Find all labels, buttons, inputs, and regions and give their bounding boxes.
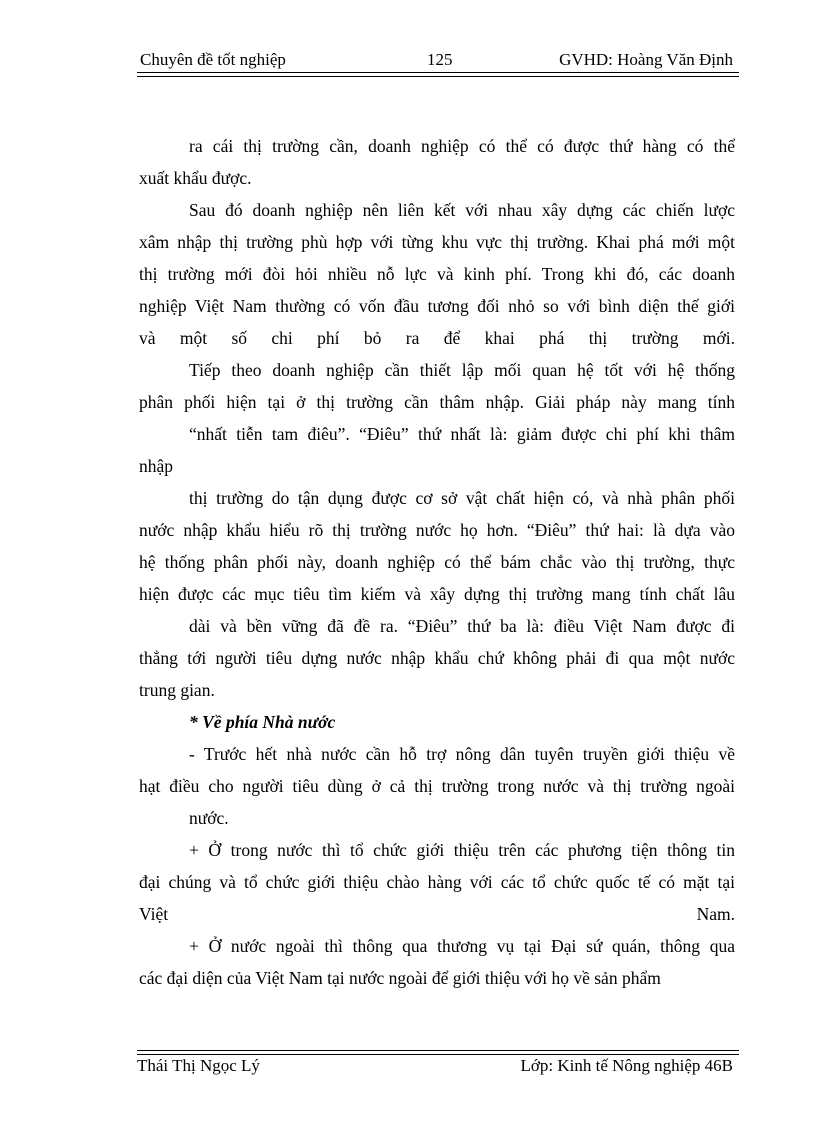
- header-advisor: GVHD: Hoàng Văn Định: [559, 50, 733, 69]
- body-line: dài và bền vững đã đề ra. “Điêu” thứ ba là: điều Việt Nam được đi: [189, 616, 735, 636]
- footer-class: Lớp: Kinh tế Nông nghiệp 46B: [520, 1056, 733, 1075]
- body-line: Sau đó doanh nghiệp nên liên kết với nhau xây dựng các chiến lược: [189, 200, 735, 220]
- header-page-number: 125: [427, 50, 453, 69]
- body-line: và một số chi phí bỏ ra để khai phá thị trường mới.: [139, 328, 735, 348]
- body-line: nước.: [189, 808, 229, 828]
- body-line-spread: [139, 898, 735, 930]
- body-line: + Ở nước ngoài thì thông qua thương vụ tại Đại sứ quán, thông qua: [189, 936, 735, 956]
- body-line: nước nhập khẩu hiểu rõ thị trường nước họ hơn. “Điêu” thứ hai: là dựa vào: [139, 520, 735, 540]
- body-line: ra cái thị trường cần, doanh nghiệp có thể có được thứ hàng có thể: [189, 136, 735, 156]
- header-thesis-title: Chuyên đề tốt nghiệp: [140, 50, 286, 69]
- header-rule-thin: [137, 76, 739, 77]
- body-line: xuất khẩu được.: [139, 168, 252, 188]
- body-line: - Trước hết nhà nước cần hỗ trợ nông dân tuyên truyền giới thiệu về: [189, 744, 735, 764]
- body-line: hệ thống phân phối này, doanh nghiệp có thể bám chắc vào thị trường, thực: [139, 552, 735, 572]
- body-line: xâm nhập thị trường phù hợp với từng khu vực thị trường. Khai phá mới một: [139, 232, 735, 252]
- body-line: phân phối hiện tại ở thị trường cần thâm nhập. Giải pháp này mang tính: [139, 392, 735, 412]
- footer-rule-thick: [137, 1050, 739, 1051]
- body-line: trung gian.: [139, 680, 215, 700]
- body-line: “nhất tiễn tam điêu”. “Điêu” thứ nhất là: giảm được chi phí khi thâm: [189, 424, 735, 444]
- body-line: nghiệp Việt Nam thường có vốn đầu tương đối nhỏ so với bình diện thế giới: [139, 296, 735, 316]
- footer-author: Thái Thị Ngọc Lý: [137, 1056, 260, 1075]
- body-line: nhập: [139, 456, 174, 476]
- body-line: các đại diện của Việt Nam tại nước ngoài để giới thiệu với họ về sản phẩm: [139, 968, 661, 988]
- body-line: thị trường do tận dụng được cơ sở vật chất hiện có, và nhà phân phối: [189, 488, 735, 508]
- body-line: hạt điều cho người tiêu dùng ở cả thị trường trong nước và thị trường ngoài: [139, 776, 735, 796]
- header-rule-thick: [137, 72, 739, 73]
- body-word: Việt: [139, 904, 169, 924]
- page-header: [137, 47, 739, 73]
- body-line: thị trường mới đòi hỏi nhiều nỗ lực và kinh phí. Trong khi đó, các doanh: [139, 264, 735, 284]
- body-line: + Ở trong nước thì tổ chức giới thiệu trên các phương tiện thông tin: [189, 840, 735, 860]
- body-line: đại chúng và tổ chức giới thiệu chào hàng với các tổ chức quốc tế có mặt tại: [139, 872, 735, 892]
- body-word: Nam.: [696, 904, 735, 924]
- section-heading: * Về phía Nhà nước: [189, 712, 336, 732]
- body-line: thẳng tới người tiêu dựng nước nhập khẩu chứ không phải đi qua một nước: [139, 648, 735, 668]
- footer-rule-thin: [137, 1054, 739, 1055]
- body-line: hiện được các mục tiêu tìm kiếm và xây dựng thị trường mang tính chất lâu: [139, 584, 735, 604]
- body-line: Tiếp theo doanh nghiệp cần thiết lập mối quan hệ tốt với hệ thống: [189, 360, 735, 380]
